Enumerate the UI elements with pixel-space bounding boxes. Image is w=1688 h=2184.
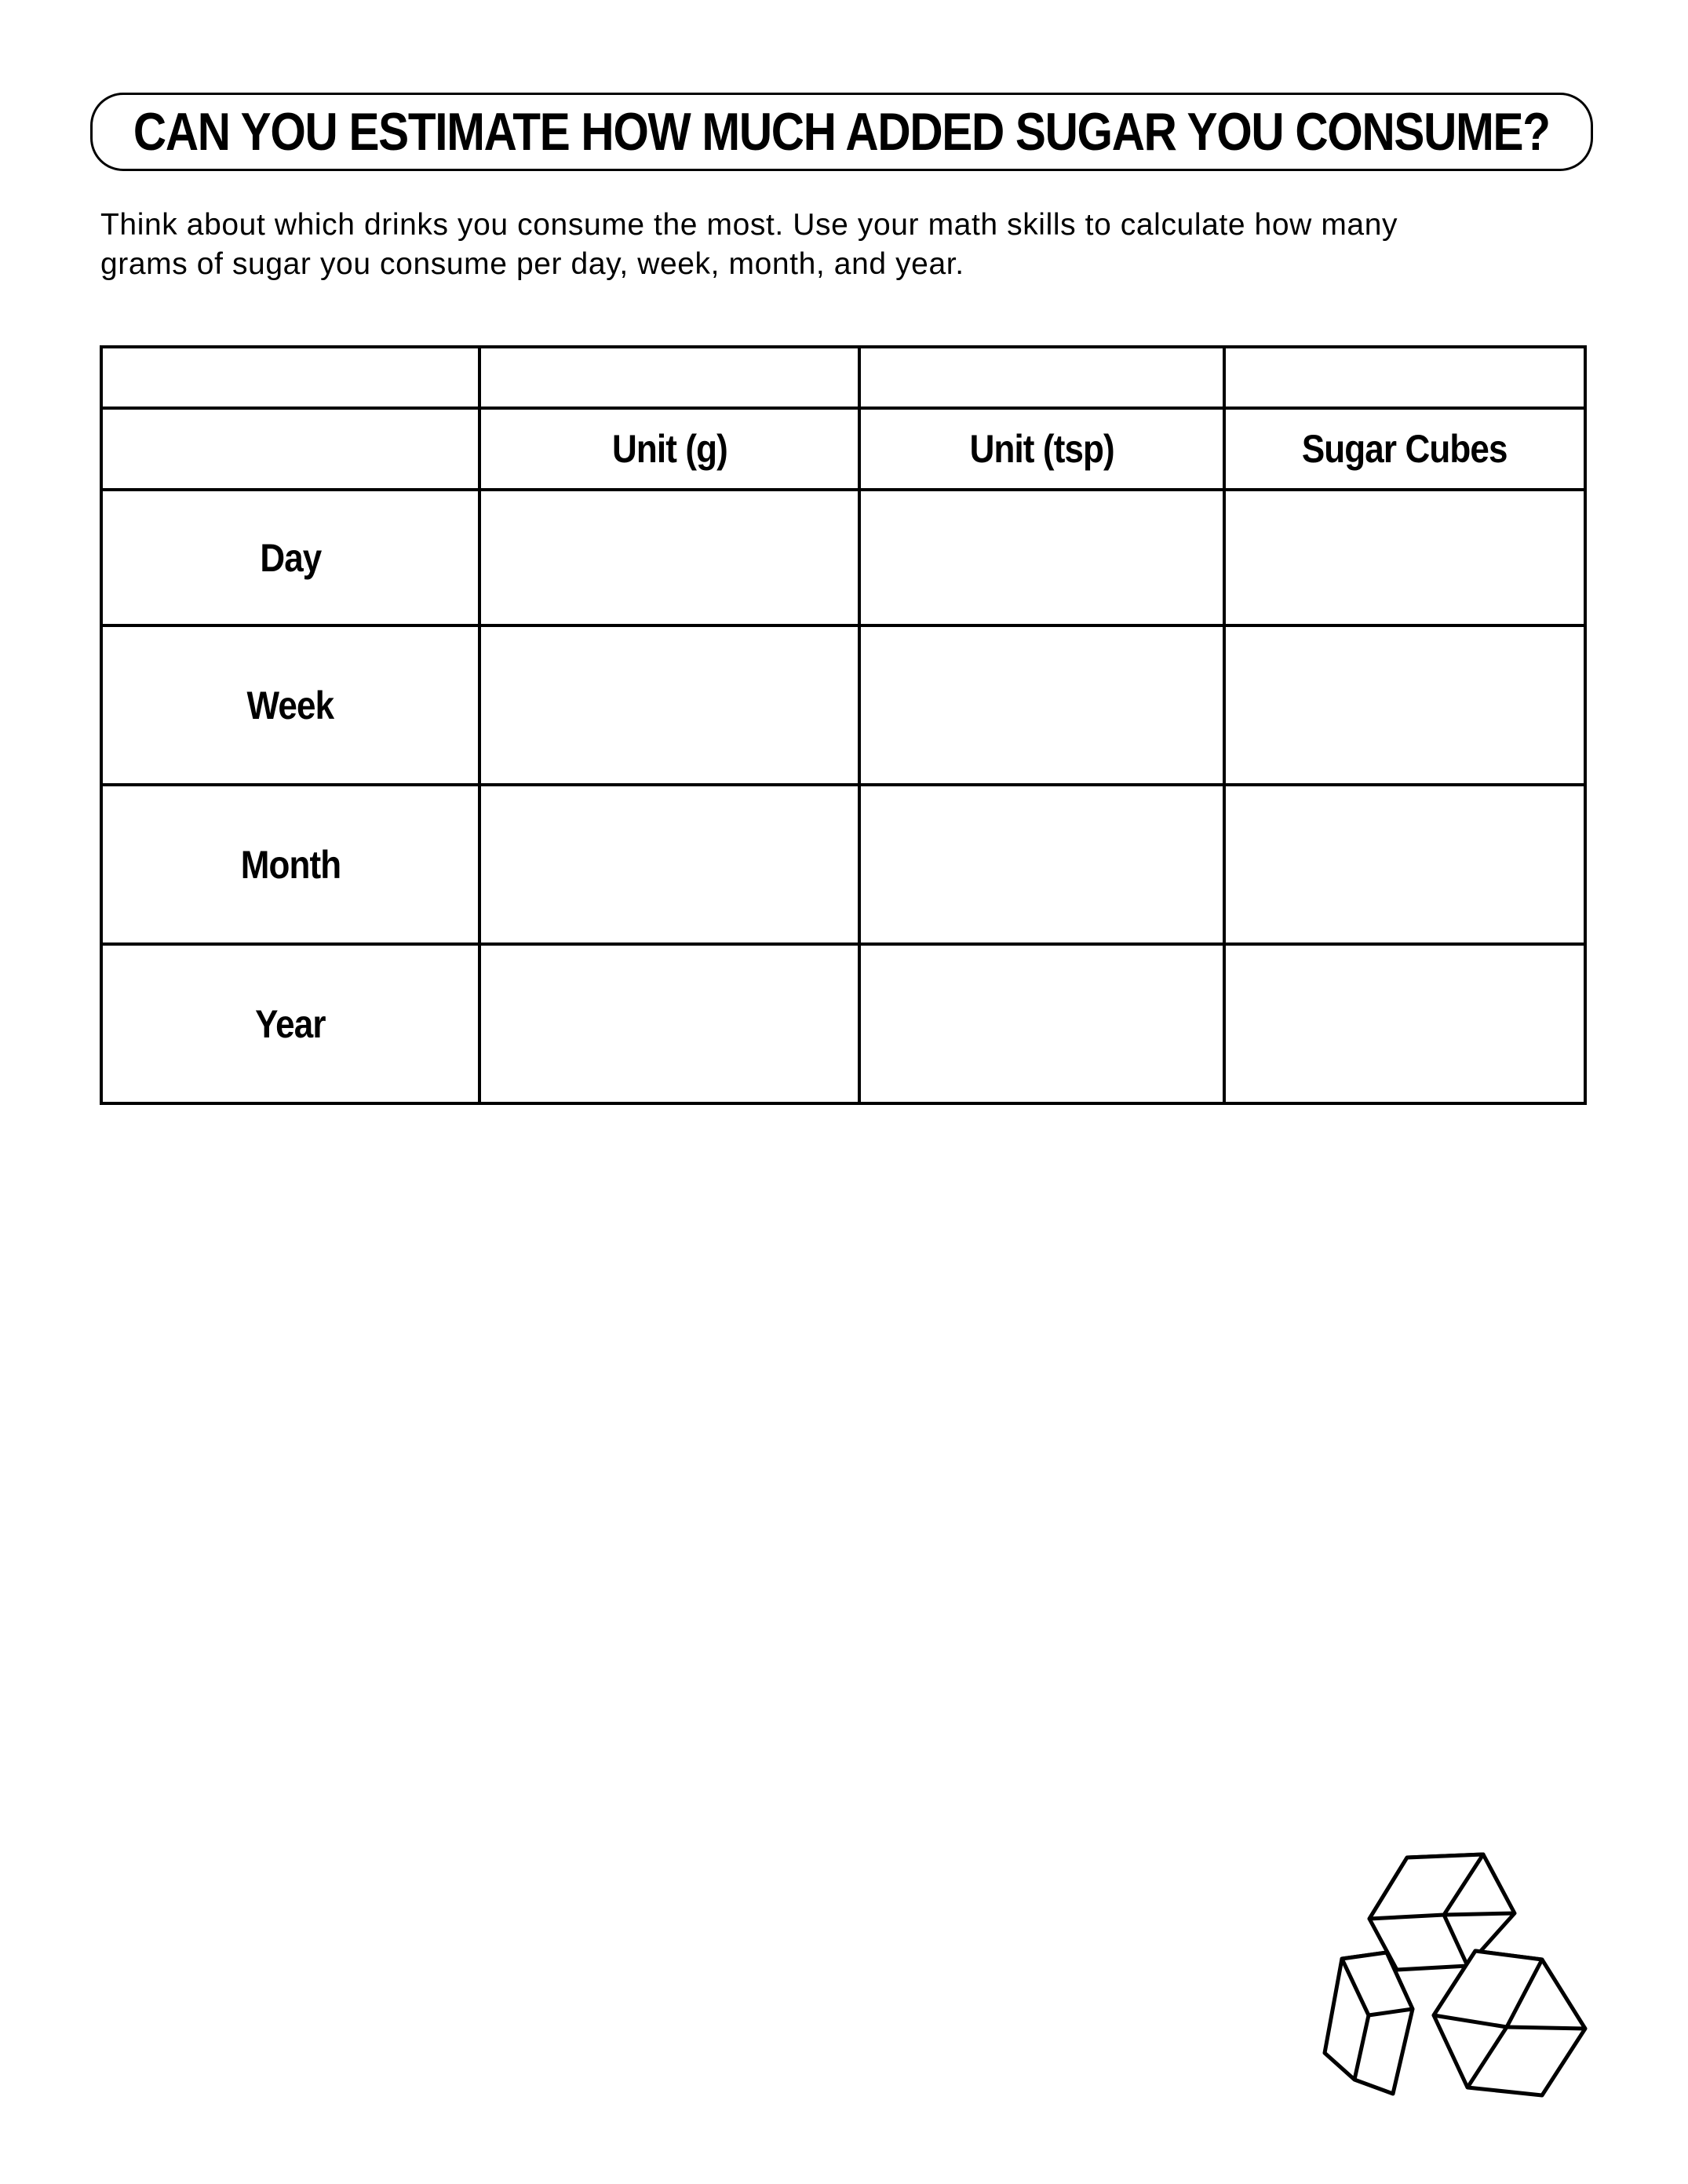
blank-cell[interactable] bbox=[859, 347, 1224, 408]
answer-cell[interactable] bbox=[859, 785, 1224, 944]
answer-cell[interactable] bbox=[479, 490, 859, 625]
table-row-day bbox=[101, 490, 1585, 625]
row-label-month: Month bbox=[240, 842, 341, 887]
answer-cell[interactable] bbox=[479, 625, 859, 785]
row-header-year bbox=[101, 944, 479, 1103]
blank-cell[interactable] bbox=[479, 347, 859, 408]
blank-cell[interactable] bbox=[1224, 347, 1585, 408]
row-label-year: Year bbox=[255, 1001, 326, 1046]
table-row-week bbox=[101, 625, 1585, 785]
column-header-teaspoons bbox=[859, 408, 1224, 490]
sugar-cubes-icon bbox=[1312, 1836, 1602, 2119]
answer-cell[interactable] bbox=[1224, 625, 1585, 785]
answer-cell[interactable] bbox=[859, 490, 1224, 625]
answer-cell[interactable] bbox=[1224, 944, 1585, 1103]
answer-cell[interactable] bbox=[479, 944, 859, 1103]
answer-cell[interactable] bbox=[1224, 490, 1585, 625]
table-row-year bbox=[101, 944, 1585, 1103]
column-label-teaspoons: Unit (tsp) bbox=[969, 427, 1114, 471]
column-header-row bbox=[101, 408, 1585, 490]
column-label-grams: Unit (g) bbox=[611, 427, 727, 471]
instructions bbox=[100, 206, 1591, 284]
answer-cell[interactable] bbox=[859, 944, 1224, 1103]
row-header-day bbox=[101, 490, 479, 625]
right-cube-icon bbox=[1434, 1951, 1585, 2095]
page-title: CAN YOU ESTIMATE HOW MUCH ADDED SUGAR YOU CONSUME? bbox=[133, 102, 1550, 162]
row-header-month bbox=[101, 785, 479, 944]
instructions-line-2: grams of sugar you consume per day, week, month, and year. bbox=[100, 247, 964, 281]
corner-cell bbox=[101, 408, 479, 490]
column-label-sugar-cubes: Sugar Cubes bbox=[1302, 427, 1508, 471]
column-header-grams bbox=[479, 408, 859, 490]
blank-cell[interactable] bbox=[101, 347, 479, 408]
answer-cell[interactable] bbox=[1224, 785, 1585, 944]
sugar-worksheet-table bbox=[100, 345, 1587, 1105]
instructions-line-1: Think about which drinks you consume the most. Use your math skills to calculate how many bbox=[100, 208, 1398, 242]
row-label-day: Day bbox=[259, 535, 322, 580]
answer-cell[interactable] bbox=[479, 785, 859, 944]
row-label-week: Week bbox=[246, 683, 334, 727]
title-banner bbox=[90, 93, 1593, 171]
table-row-month bbox=[101, 785, 1585, 944]
row-header-week bbox=[101, 625, 479, 785]
column-header-sugar-cubes bbox=[1224, 408, 1585, 490]
answer-cell[interactable] bbox=[859, 625, 1224, 785]
left-cube-icon bbox=[1325, 1952, 1413, 2094]
blank-header-row bbox=[101, 347, 1585, 408]
